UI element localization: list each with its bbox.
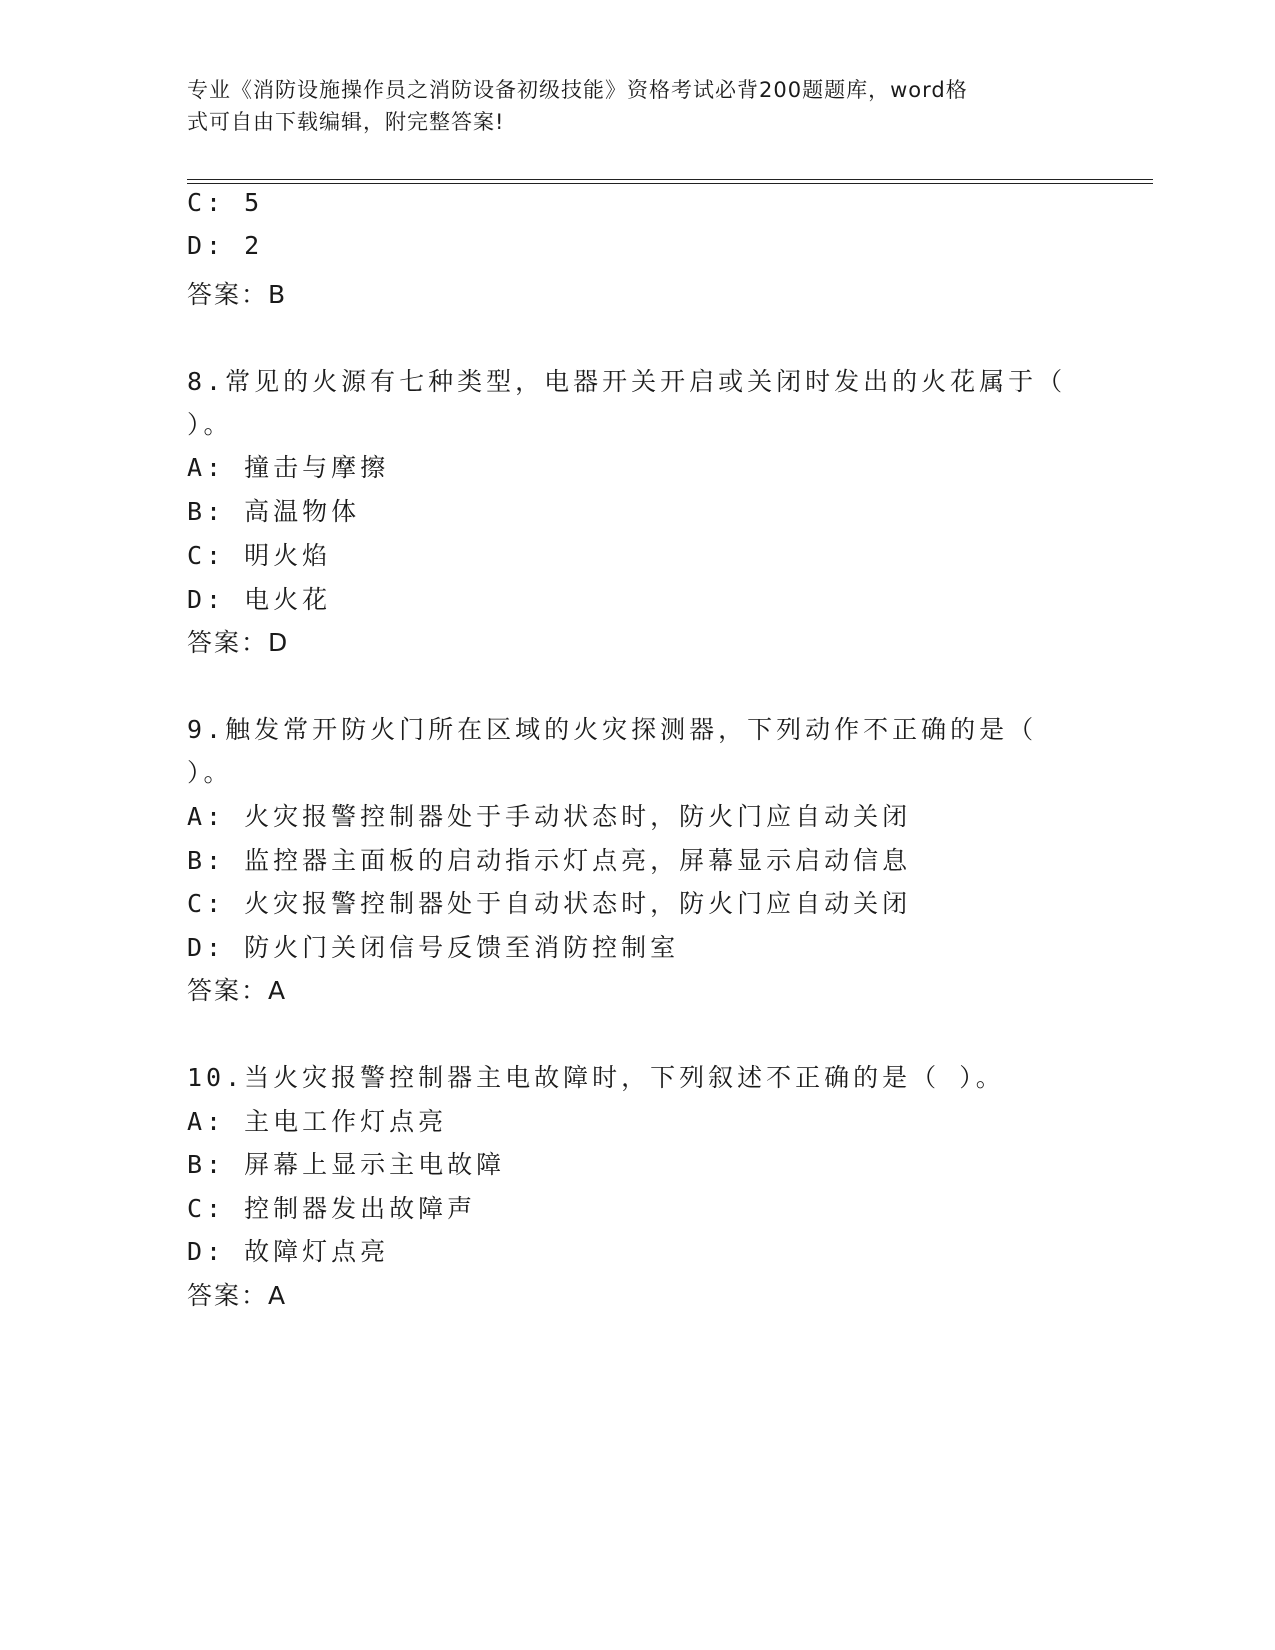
q8-stem-line-1: 8.常见的火源有七种类型，电器开关开启或关闭时发出的火花属于（: [187, 367, 1067, 396]
q10-option-a: A: 主电工作灯点亮: [187, 1107, 448, 1136]
q9-stem-line-1: 9.触发常开防火门所在区域的火灾探测器，下列动作不正确的是（: [187, 715, 1038, 744]
q9-option-a: A: 火灾报警控制器处于手动状态时，防火门应自动关闭: [187, 802, 912, 831]
header-title-line-1: 专业《消防设施操作员之消防设备初级技能》资格考试必背200题题库，word格: [187, 78, 968, 102]
q10-option-c: C: 控制器发出故障声: [187, 1194, 477, 1223]
q7-answer: 答案：B: [187, 280, 288, 309]
q8-option-c: C: 明火焰: [187, 541, 332, 570]
q8-option-b: B: 高温物体: [187, 497, 361, 526]
q8-option-a: A: 撞击与摩擦: [187, 453, 390, 482]
q9-answer: 答案：A: [187, 976, 288, 1005]
q10-stem: 10.当火灾报警控制器主电故障时，下列叙述不正确的是（ ）。: [187, 1063, 1005, 1092]
page-header: [187, 74, 1067, 138]
q7-option-c: C: 5: [187, 188, 264, 217]
header-divider-bottom: [187, 183, 1153, 184]
q8-option-d: D: 电火花: [187, 585, 332, 614]
q9-option-c: C: 火灾报警控制器处于自动状态时，防火门应自动关闭: [187, 889, 912, 918]
header-divider-top: [187, 179, 1153, 180]
q10-option-d: D: 故障灯点亮: [187, 1237, 390, 1266]
q9-option-d: D: 防火门关闭信号反馈至消防控制室: [187, 933, 680, 962]
q10-option-b: B: 屏幕上显示主电故障: [187, 1150, 506, 1179]
q9-stem-line-2: ）。: [187, 758, 233, 787]
q8-answer: 答案：D: [187, 628, 290, 657]
q10-answer: 答案：A: [187, 1281, 288, 1310]
q7-option-d: D: 2: [187, 231, 264, 260]
header-title-line-2: 式可自由下载编辑，附完整答案!: [187, 110, 505, 134]
q8-stem-line-2: ）。: [187, 410, 233, 439]
q9-option-b: B: 监控器主面板的启动指示灯点亮，屏幕显示启动信息: [187, 846, 912, 875]
